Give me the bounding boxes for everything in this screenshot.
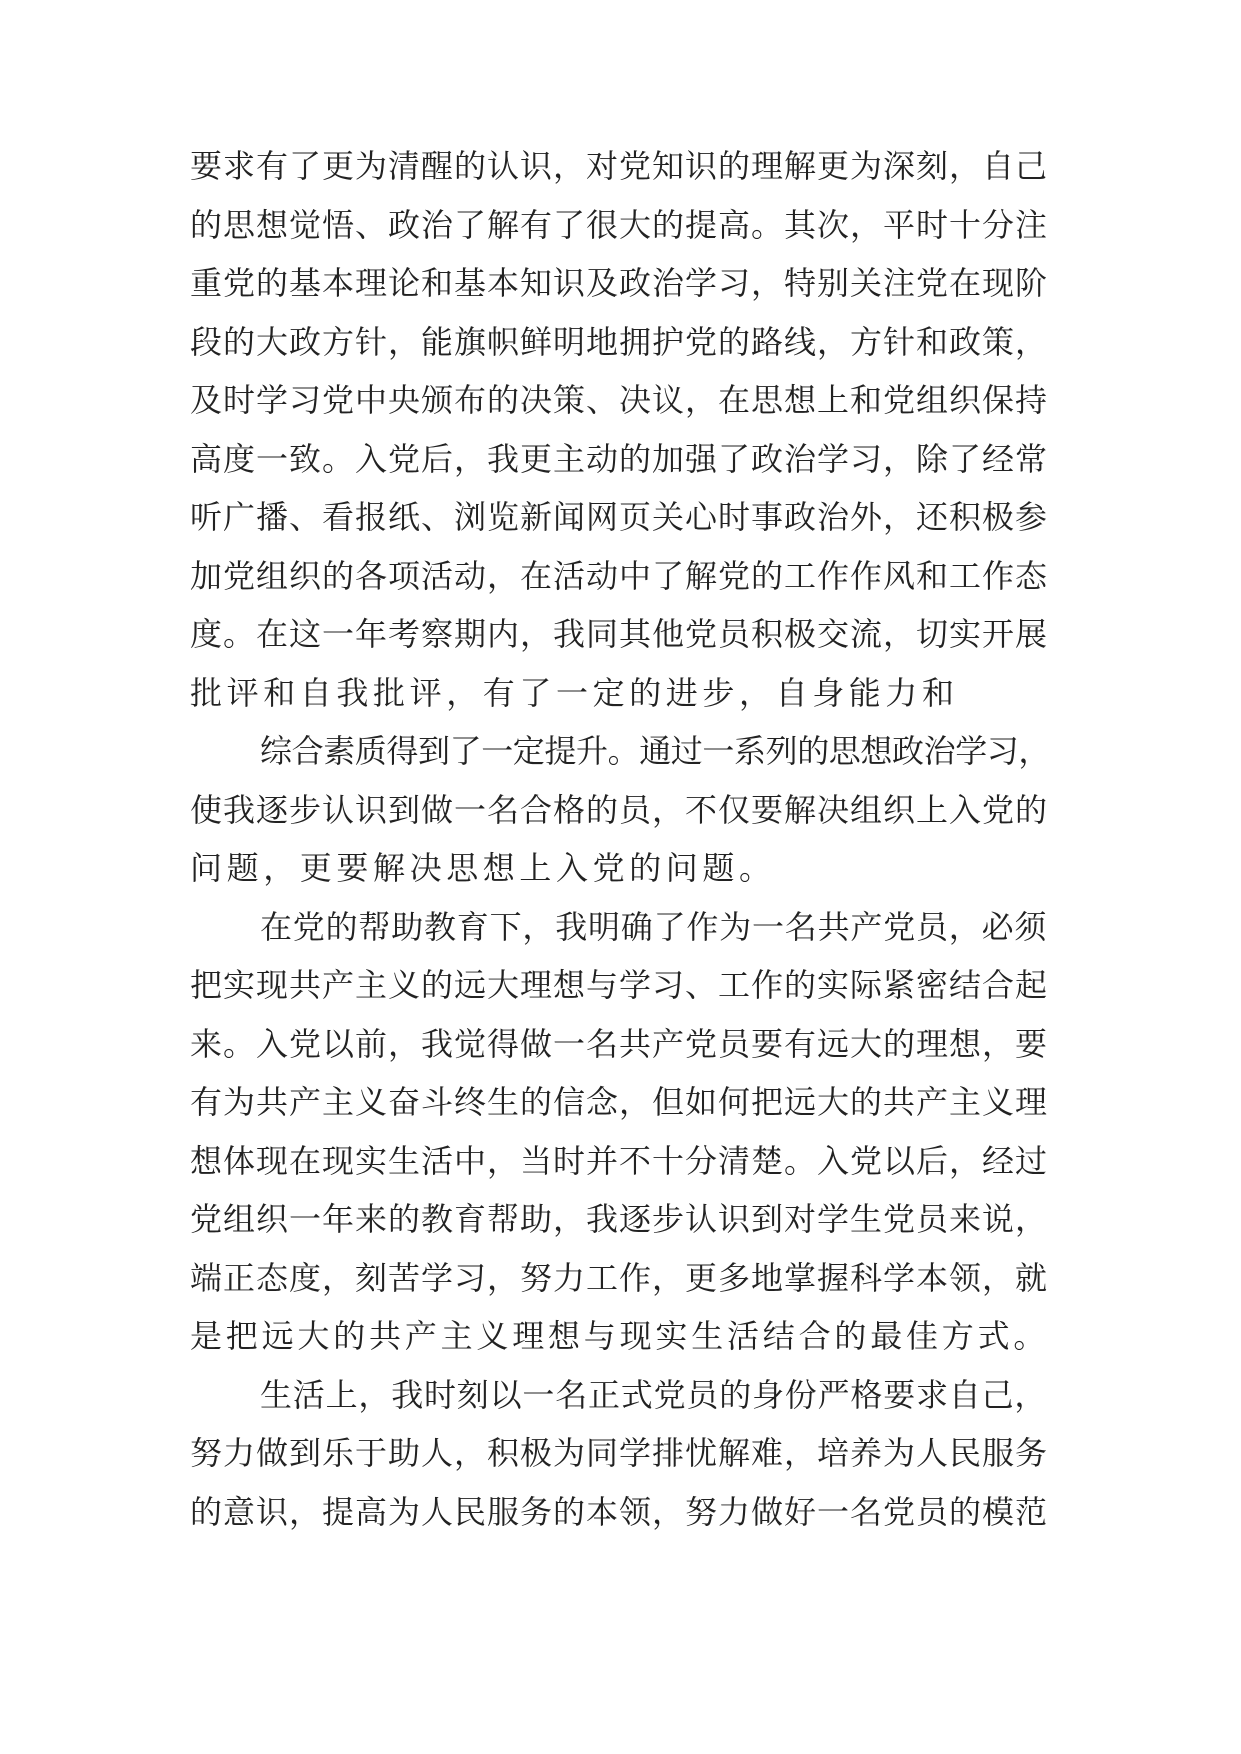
text-line: 加党组织的各项活动，在活动中了解党的工作作风和工作态: [190, 556, 1049, 595]
paragraph: [190, 898, 1050, 1366]
text-line: 要求有了更为清醒的认识，对党知识的理解更为深刻，自己: [190, 147, 1049, 185]
text-line: 端正态度，刻苦学习，努力工作，更多地掌握科学本领，就: [190, 1258, 1049, 1297]
text-line: 段的大政方针，能旗帜鲜明地拥护党的路线，方针和政策，: [190, 322, 1049, 361]
text-line: 把实现共产主义的远大理想与学习、工作的实际紧密结合起: [190, 966, 1049, 1004]
paragraph: [190, 137, 1050, 722]
paragraph: [190, 722, 1050, 898]
text-line: 高度一致。入党后，我更主动的加强了政治学习，除了经常: [190, 439, 1049, 478]
text-line: 的思想觉悟、政治了解有了很大的提高。其次，平时十分注: [190, 205, 1049, 244]
text-line: 努力做到乐于助人，积极为同学排忧解难，培养为人民服务: [190, 1434, 1049, 1472]
text-line: 有为共产主义奋斗终生的信念，但如何把远大的共产主义理: [190, 1083, 1049, 1121]
text-line: 的意识，提高为人民服务的本领，努力做好一名党员的模范: [190, 1492, 1049, 1531]
text-line: 来。入党以前，我觉得做一名共产党员要有远大的理想，要: [190, 1024, 1049, 1063]
text-line: 及时学习党中央颁布的决策、决议，在思想上和党组织保持: [190, 381, 1049, 419]
text-line: 批评和自我批评，有了一定的进步，自身能力和: [190, 673, 959, 712]
text-line: 问题，更要解决思想上入党的问题。: [190, 849, 776, 887]
text-line: 生活上，我时刻以一名正式党员的身份严格要求自己，: [260, 1375, 1048, 1414]
text-line: 党组织一年来的教育帮助，我逐步认识到对学生党员来说，: [190, 1200, 1049, 1238]
text-line: 使我逐步认识到做一名合格的员，不仅要解决组织上入党的: [190, 790, 1049, 829]
text-line: 重党的基本理论和基本知识及政治学习，特别关注党在现阶: [190, 264, 1049, 302]
text-line: 在党的帮助教育下，我明确了作为一名共产党员，必须: [260, 907, 1048, 946]
text-line: 听广播、看报纸、浏览新闻网页关心时事政治外，还积极参: [190, 498, 1049, 536]
paragraph: [190, 1366, 1050, 1542]
document-body: [190, 137, 1050, 1541]
text-line: 综合素质得到了一定提升。通过一系列的思想政治学习，: [260, 732, 1051, 770]
text-line: 想体现在现实生活中，当时并不十分清楚。入党以后，经过: [190, 1141, 1049, 1180]
text-line: 度。在这一年考察期内，我同其他党员积极交流，切实开展: [190, 615, 1049, 653]
text-line: 是把远大的共产主义理想与现实生活结合的最佳方式。: [190, 1317, 1050, 1355]
